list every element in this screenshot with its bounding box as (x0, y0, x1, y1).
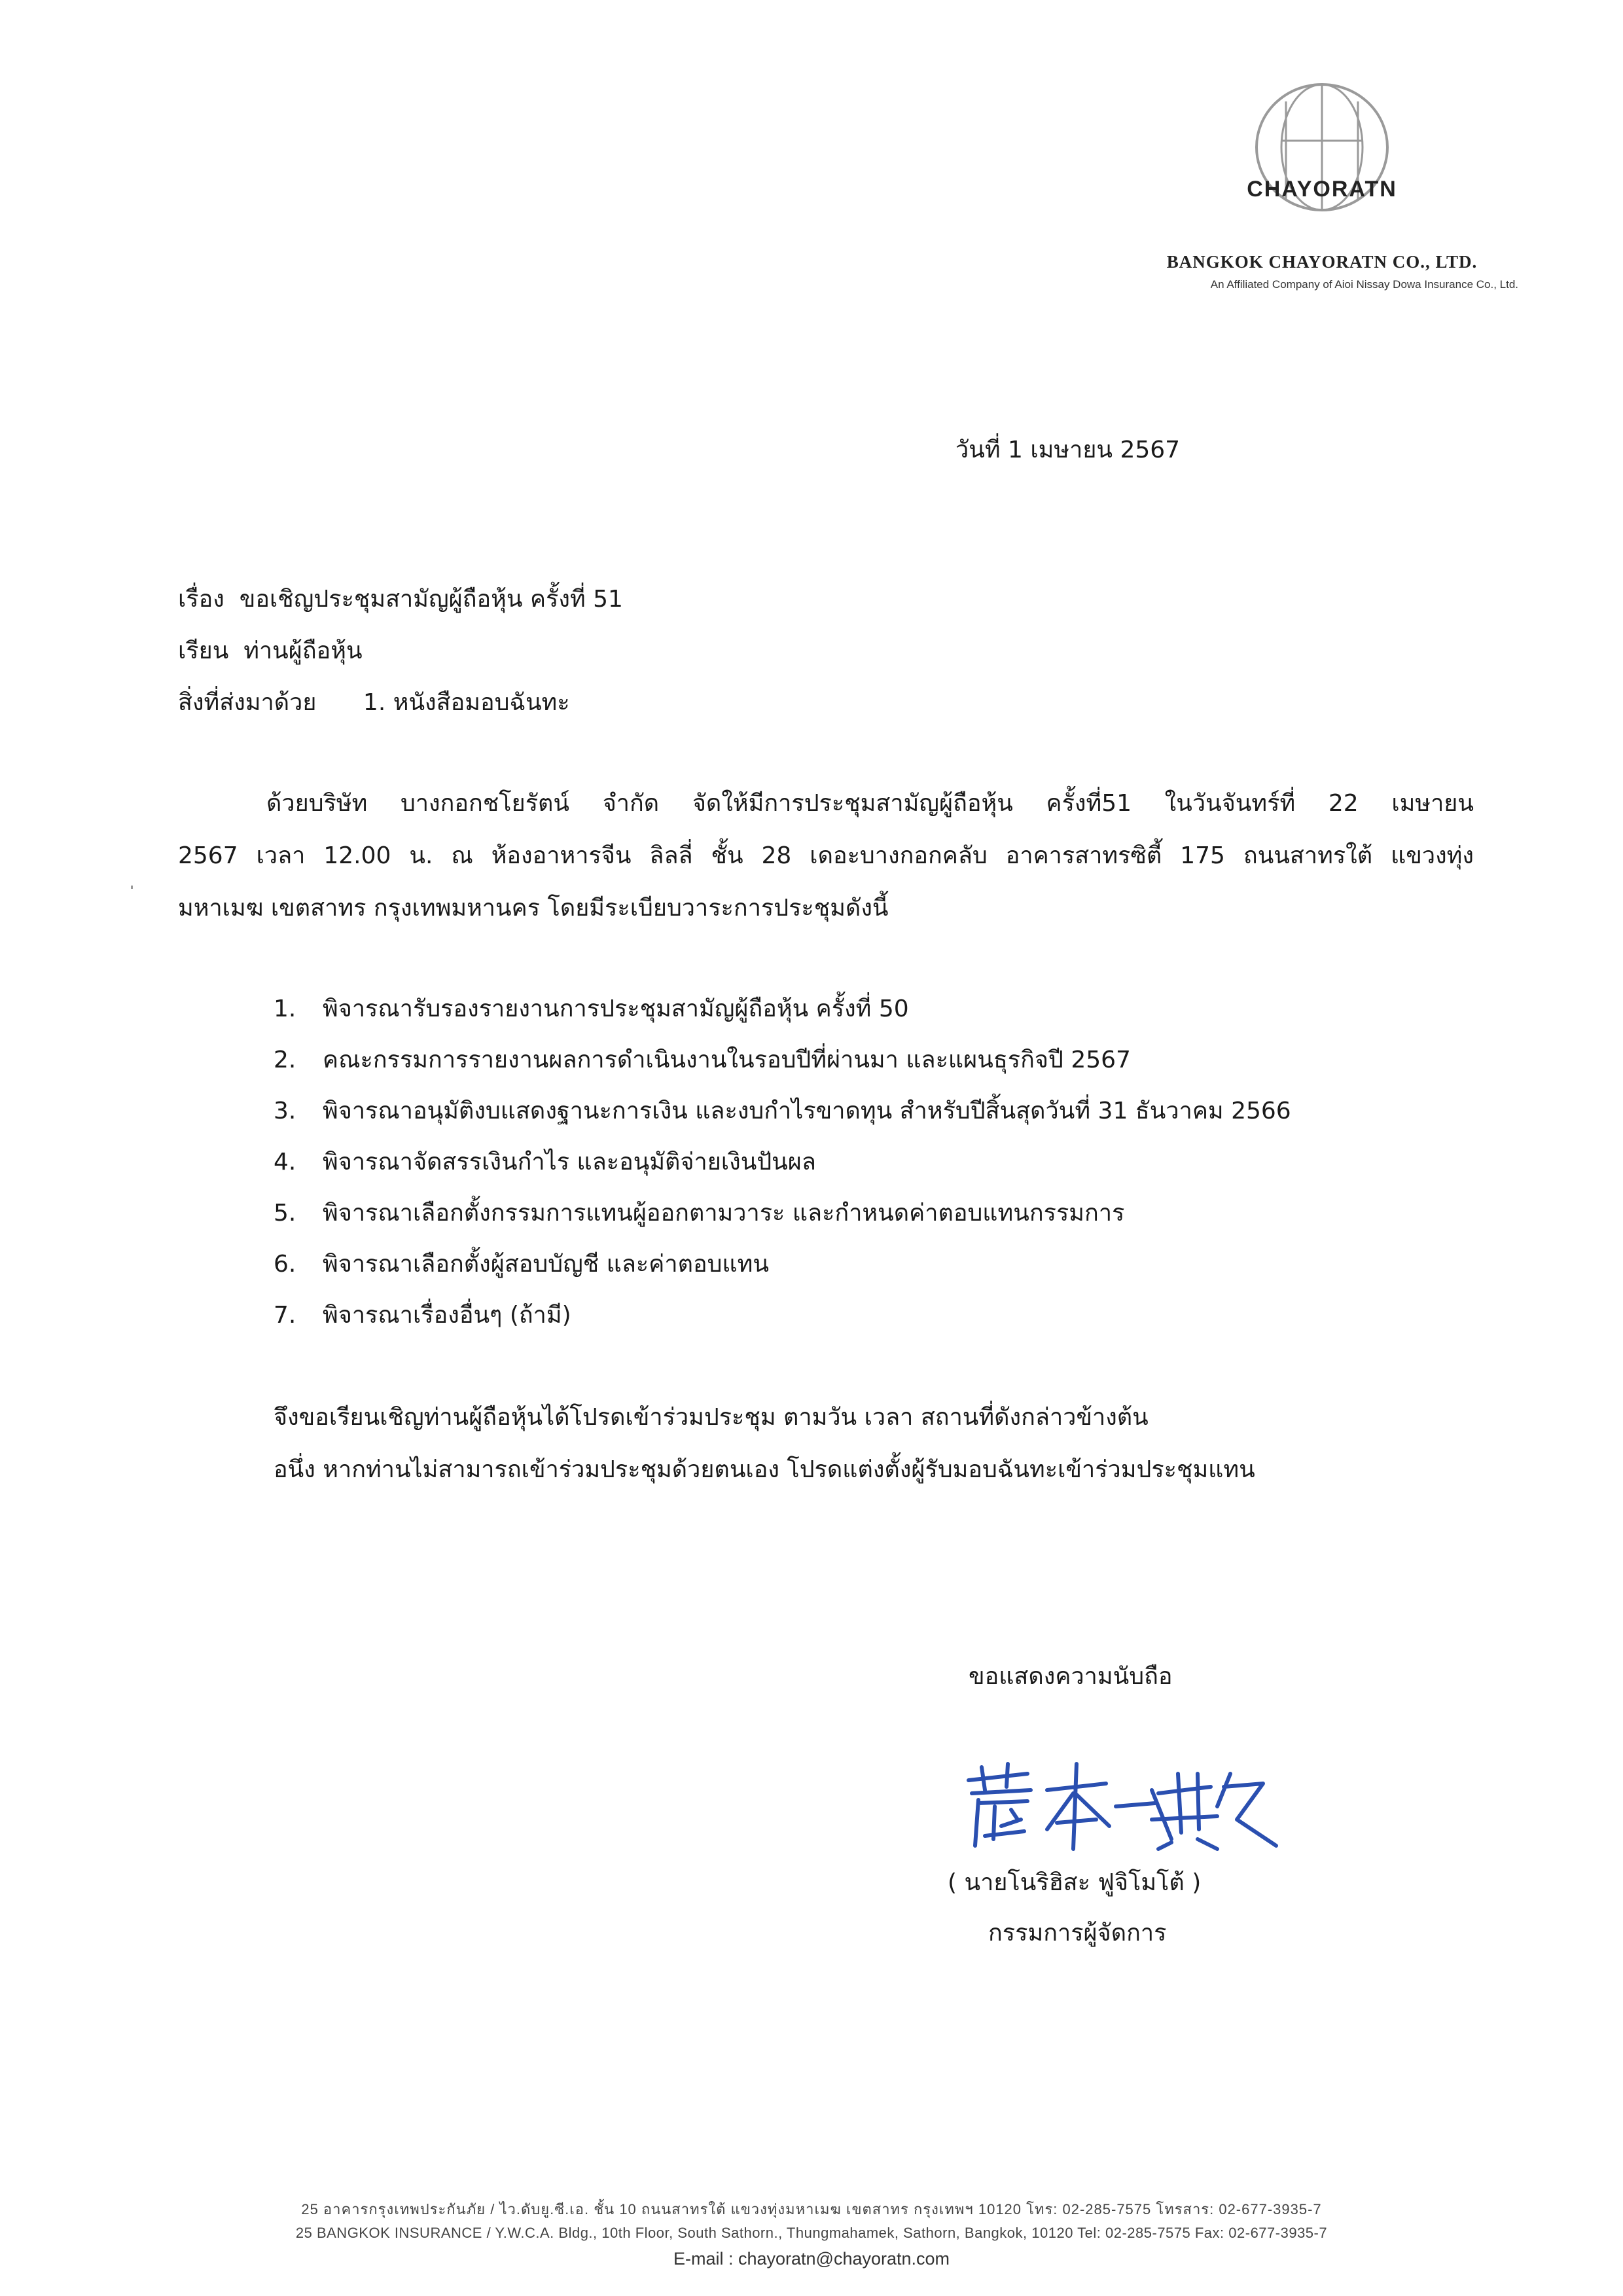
company-affiliation: An Affiliated Company of Aioi Nissay Dowa Insurance Co., Ltd. (1210, 278, 1518, 291)
company-name: BANGKOK CHAYORATN CO., LTD. (1166, 252, 1478, 272)
scan-speck (131, 886, 133, 889)
closing-line: อนึ่ง หากท่านไม่สามารถเข้าร่วมประชุมด้วยตนเอง โปรดแต่งตั้งผู้รับมอบฉันทะเข้าร่วมประชุมแทน (274, 1456, 1255, 1483)
globe-logo-icon (1224, 75, 1420, 259)
agenda-number: 4. (274, 1149, 296, 1175)
subject-label: เรื่อง (178, 586, 224, 613)
agenda-text: พิจารณาอนุมัติงบแสดงฐานะการเงิน และงบกำไรขาดทุน สำหรับปีสิ้นสุดวันที่ 31 ธันวาคม 2566 (323, 1098, 1291, 1124)
recipient-text: ท่านผู้ถือหุ้น (243, 637, 363, 664)
agenda-item (274, 1046, 1291, 1097)
closing-line: จึงขอเรียนเชิญท่านผู้ถือหุ้นได้โปรดเข้าร่วมประชุม ตามวัน เวลา สถานที่ดังกล่าวข้างต้น (274, 1404, 1149, 1431)
paragraph-line: ด้วยบริษัท บางกอกชโยรัตน์ จำกัด จัดให้มีการประชุมสามัญผู้ถือหุ้น ครั้งที่51 ในวันจันทร์ที่ 22 เมษายน (266, 790, 1474, 817)
agenda-text: คณะกรรมการรายงานผลการดำเนินงานในรอบปีที่ผ่านมา และแผนธุรกิจปี 2567 (323, 1047, 1131, 1073)
agenda-list (274, 995, 1291, 1352)
agenda-text: พิจารณาเรื่องอื่นๆ (ถ้ามี) (323, 1302, 571, 1329)
subject-line (178, 585, 623, 613)
agenda-text: พิจารณาเลือกตั้งกรรมการแทนผู้ออกตามวาระ และกำหนดค่าตอบแทนกรรมการ (323, 1200, 1125, 1227)
agenda-text: พิจารณารับรองรายงานการประชุมสามัญผู้ถือหุ้น ครั้งที่ 50 (323, 996, 909, 1022)
signature-image (955, 1754, 1283, 1852)
footer-thai-address: 25 อาคารกรุงเทพประกันภัย / ไว.ดับยู.ซี.เอ. ชั้น 10 ถนนสาทรใต้ แขวงทุ่งมหาเมฆ เขตสาทร กรุงเทพฯ 10120 โทร: 02-285-7575 โทรสาร: 02-677-3935-7 (301, 2201, 1322, 2217)
agenda-number: 6. (274, 1251, 296, 1278)
subject-text: ขอเชิญประชุมสามัญผู้ถือหุ้น ครั้งที่ 51 (239, 586, 623, 613)
logo-wordmark: CHAYORATN (1247, 177, 1397, 202)
body-paragraph (178, 789, 1474, 946)
enclosure-line (178, 689, 570, 717)
agenda-item (274, 1199, 1291, 1250)
agenda-item (274, 995, 1291, 1046)
agenda-number: 1. (274, 996, 296, 1022)
agenda-item (274, 1097, 1291, 1148)
agenda-item (274, 1148, 1291, 1199)
agenda-number: 3. (274, 1098, 296, 1124)
agenda-text: พิจารณาจัดสรรเงินกำไร และอนุมัติจ่ายเงินปันผล (323, 1149, 816, 1175)
recipient-label: เรียน (178, 637, 229, 664)
handwritten-signature (955, 1754, 1283, 1852)
recipient-line (178, 637, 363, 665)
company-logo (1224, 75, 1420, 259)
agenda-number: 5. (274, 1200, 296, 1227)
regards-text: ขอแสดงความนับถือ (969, 1663, 1173, 1690)
letter-date: วันที่ 1 เมษายน 2567 (955, 437, 1181, 463)
paragraph-line: 2567 เวลา 12.00 น. ณ ห้องอาหารจีน ลิลลี่ ชั้น 28 เดอะบางกอกคลับ อาคารสาทรซิตี้ 175 ถนนสาทรใต้ แขวงทุ่ง (178, 842, 1474, 869)
footer-email: E-mail : chayoratn@chayoratn.com (673, 2249, 950, 2269)
closing-paragraph (274, 1403, 1255, 1508)
agenda-item (274, 1301, 1291, 1352)
signer-name: ( นายโนริฮิสะ ฟูจิโมโต้ ) (948, 1869, 1202, 1896)
enclosure-item: 1. หนังสือมอบฉันทะ (363, 689, 570, 716)
agenda-number: 7. (274, 1302, 296, 1329)
signer-title: กรรมการผู้จัดการ (988, 1920, 1167, 1946)
agenda-text: พิจารณาเลือกตั้งผู้สอบบัญชี และค่าตอบแทน (323, 1251, 769, 1278)
agenda-number: 2. (274, 1047, 296, 1073)
paragraph-line: มหาเมฆ เขตสาทร กรุงเทพมหานคร โดยมีระเบียบวาระการประชุมดังนี้ (178, 895, 889, 922)
agenda-item (274, 1250, 1291, 1301)
enclosure-label: สิ่งที่ส่งมาด้วย (178, 689, 317, 716)
footer-english-address: 25 BANGKOK INSURANCE / Y.W.C.A. Bldg., 10th Floor, South Sathorn., Thungmahamek, Sathorn, Bangkok, 10120 Tel: 02-285-7575 Fax: 02-677-3935-7 (295, 2225, 1328, 2241)
